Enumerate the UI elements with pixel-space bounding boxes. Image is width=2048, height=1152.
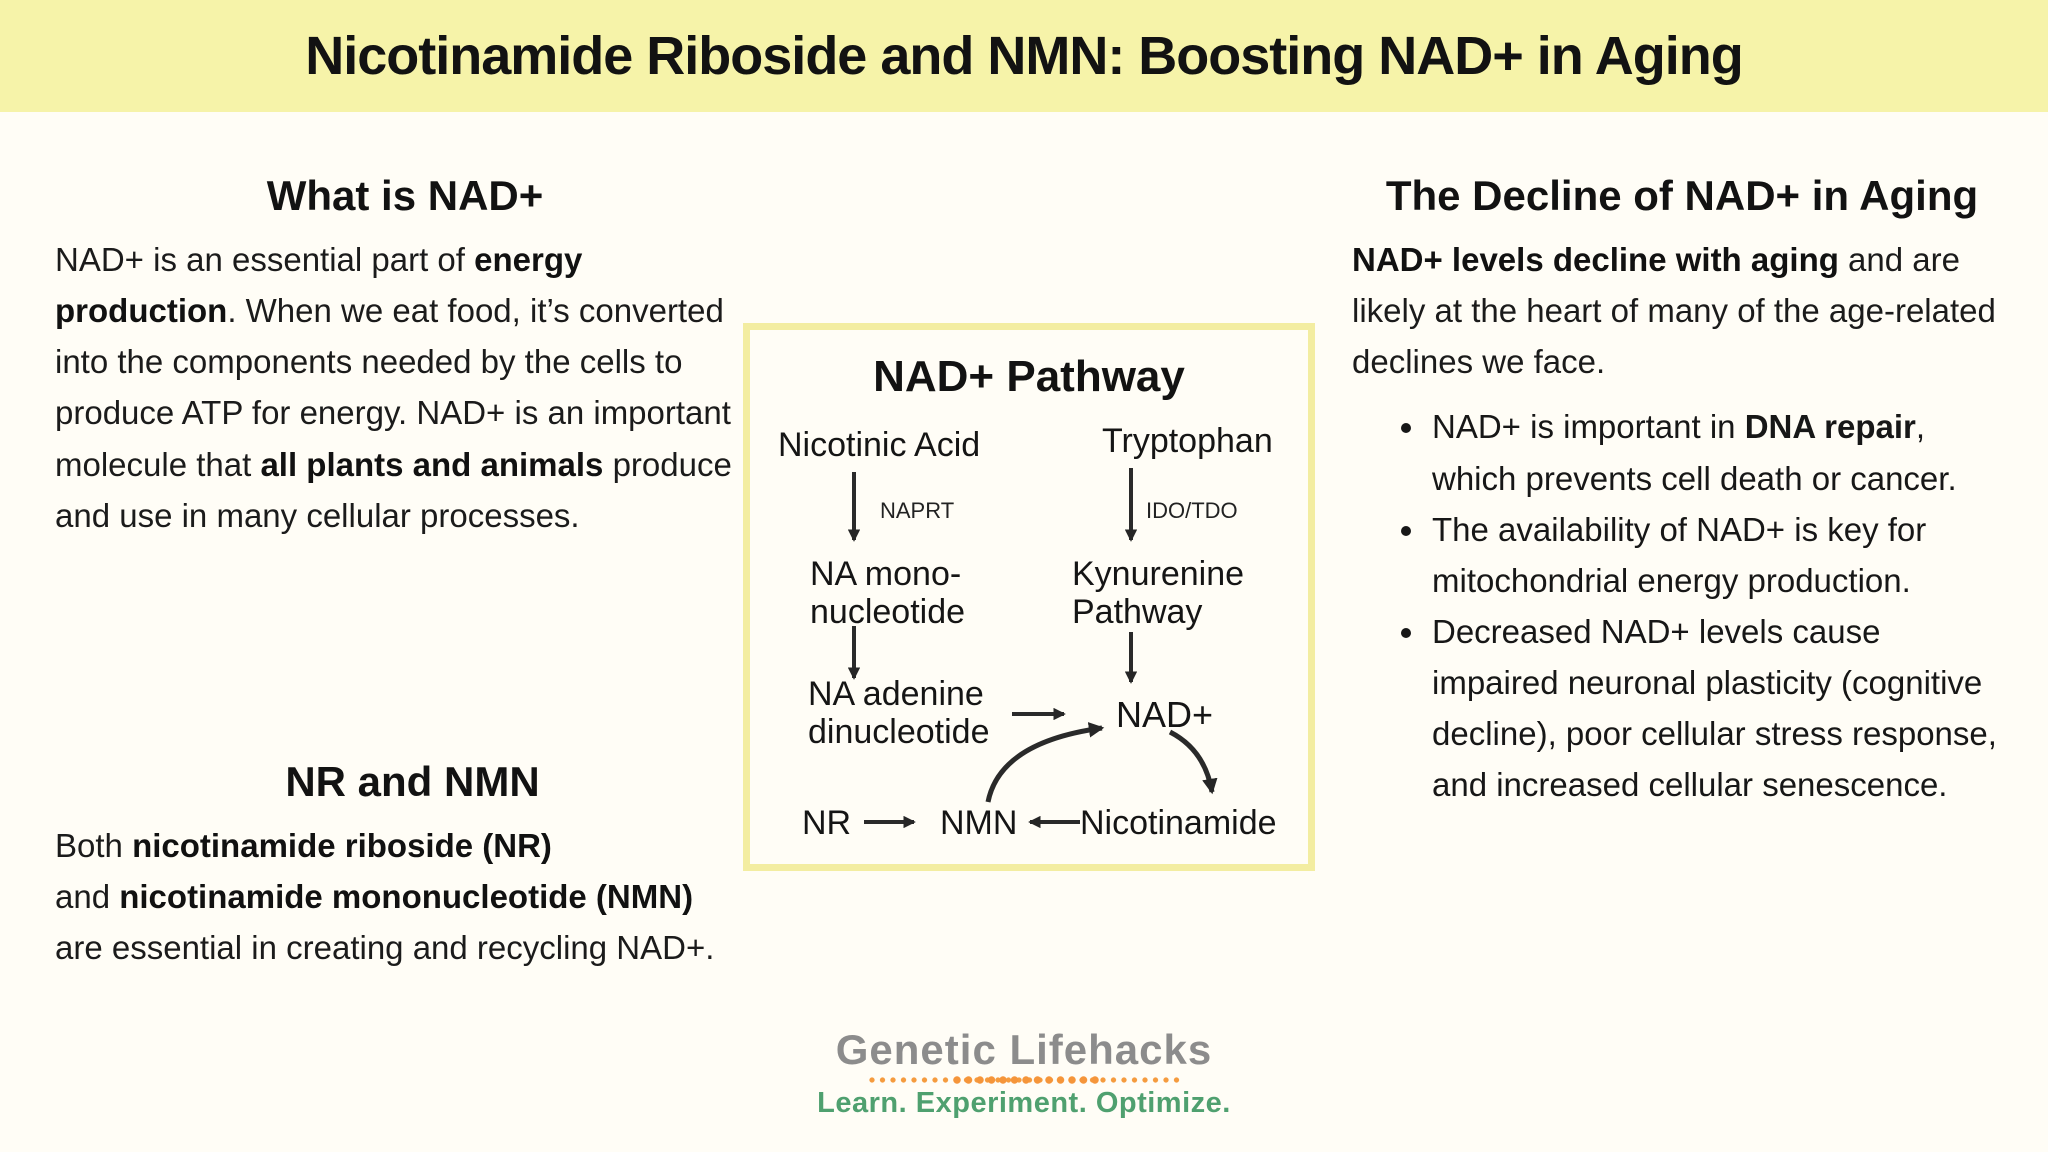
genetic-lifehacks-logo [0,1026,2048,1120]
logo-tagline: Learn. Experiment. Optimize. [817,1087,1231,1119]
section-what-is-nad [55,172,755,541]
logo-dotted-divider [868,1075,1180,1085]
what-is-nad-heading: What is NAD+ [266,172,544,219]
arrow-nad-to-nicotinamide-curved [1170,732,1212,792]
decline-heading: The Decline of NAD+ in Aging [1385,172,1979,219]
node-tryptophan: Tryptophan [1102,422,1273,460]
nad-pathway-diagram [743,323,1315,871]
arrow-nmn-to-nad-curved [988,728,1102,802]
label-ido-tdo: IDO/TDO [1146,498,1238,523]
node-nr: NR [802,804,852,842]
node-nmn: NMN [940,804,1018,842]
node-nad: NAD+ [1116,694,1214,735]
node-nicotinamide: Nicotinamide [1080,804,1277,842]
decline-bullet-2: • The availability of NAD+ is key for mitochondrial energy production. [1428,504,2012,606]
diagram-title: NAD+ Pathway [873,352,1185,401]
section-decline-of-nad [1352,172,2012,811]
label-naprt: NAPRT [880,498,955,523]
title-banner [0,0,2048,112]
logo-wordmark: Genetic Lifehacks [835,1026,1213,1073]
decline-intro-paragraph: NAD+ levels decline with aging and are likely at the heart of many of the age-related declines we face. [1352,241,1996,381]
what-is-nad-paragraph: NAD+ is an essential part of energy production. When we eat food, it’s converted into the components needed by the cells to produce ATP for energy. NAD+ is an important molecule that all plants and animals produce and use in many cellular processes. [55,241,732,534]
decline-bullet-1: • NAD+ is important in DNA repair, which prevents cell death or cancer. [1428,401,2012,503]
decline-bullet-list [1352,401,2012,810]
page-title: Nicotinamide Riboside and NMN: Boosting NAD+ in Aging [305,26,1743,86]
nr-and-nmn-paragraph: Both nicotinamide riboside (NR) and nicotinamide mononucleotide (NMN) are essential in creating and recycling NAD+. [55,827,715,967]
section-nr-and-nmn [55,758,770,973]
node-nicotinic-acid: Nicotinic Acid [778,426,981,464]
node-na-adenine-dinucleotide: NA adenine dinucleotide [808,675,990,751]
nr-and-nmn-heading: NR and NMN [285,758,540,805]
decline-bullet-3: • Decreased NAD+ levels cause impaired neuronal plasticity (cognitive decline), poor cellular stress response, and increased cellular senescence. [1428,606,2012,811]
node-kynurenine-pathway: Kynurenine Pathway [1072,555,1245,631]
node-na-mononucleotide: NA mono- nucleotide [810,555,966,631]
